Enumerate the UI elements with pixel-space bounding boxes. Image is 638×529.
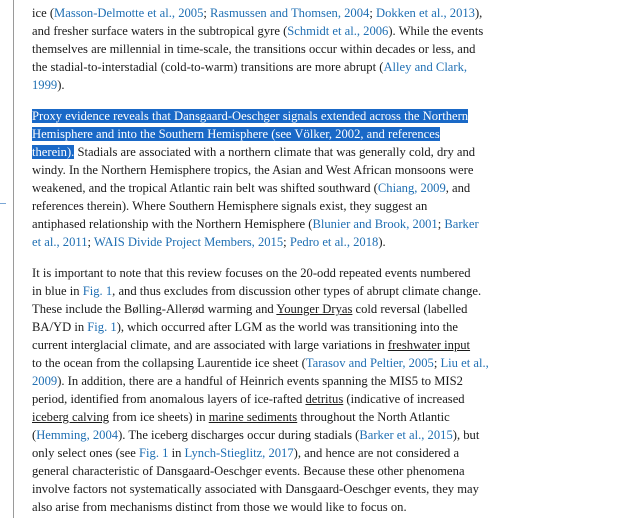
citation-link[interactable]: Völker, 2002 [294,127,361,141]
citation-link[interactable]: et al., 2011 [32,235,88,249]
text-segment: weakened, and the tropical Atlantic rain belt was shifted southward ( [32,181,378,195]
text-line [32,300,492,318]
glossary-term[interactable]: marine sediments [208,410,298,424]
text-line [32,462,492,480]
text-line [32,161,492,179]
text-segment: windy. In the Northern Hemisphere tropics, the Asian and West African monsoons were [32,163,474,177]
text-line [32,408,492,426]
text-line [32,354,492,372]
text-segment: ; [369,6,376,20]
text-segment: , and references [360,127,440,141]
text-segment: ). The iceberg discharges occur during stadials ( [118,428,360,442]
citation-link[interactable]: Chiang, 2009 [377,181,446,195]
citation-link[interactable]: Barker [444,217,479,231]
text-segment: It is important to note that this review focuses on the 20-odd repeated events numbered [32,266,471,280]
text-segment: to the ocean from the collapsing Laurentide ice sheet ( [32,356,306,370]
text-segment: in blue in [32,284,83,298]
text-segment: These include the Bølling-Allerød warming and [32,302,277,316]
text-line [32,4,492,22]
text-segment: , and thus excludes from discussion other types of abrupt climate change. [112,284,482,298]
text-line [32,143,492,161]
text-line [32,22,492,40]
text-segment: therein). [32,145,75,159]
text-segment: references therein). Where Southern Hemisphere signals exist, they suggest an [32,199,428,213]
paragraph [32,107,492,251]
text-segment: Proxy evidence reveals that Dansgaard-Oeschger signals extended across the Northern [32,109,469,123]
paragraph [32,264,492,516]
text-segment: BA/YD in [32,320,88,334]
citation-link[interactable]: Schmidt et al., 2006 [287,24,389,38]
text-line [32,498,492,516]
citation-link[interactable]: Hemming, 2004 [36,428,119,442]
text-segment: Stadials are associated with a northern climate that was generally cold, dry and [74,145,476,159]
text-segment: ), but [452,428,480,442]
glossary-term[interactable]: freshwater input [387,338,471,352]
citation-link[interactable]: Barker et al., 2015 [359,428,453,442]
text-line [32,233,492,251]
text-line [32,390,492,408]
text-segment: current interglacial climate, and are associated with large variations in [32,338,388,352]
text-line [32,282,492,300]
citation-link[interactable]: Pedro et al., 2018 [289,235,379,249]
text-segment: ). In addition, there are a handful of Heinrich events spanning the MIS5 to MIS2 [57,374,463,388]
citation-link[interactable]: Liu et al., [440,356,489,370]
text-segment: ). [378,235,386,249]
text-segment: throughout the North Atlantic [297,410,450,424]
text-segment: ; [433,356,441,370]
text-line [32,264,492,282]
text-segment: ), and hence are not considered a [293,446,460,460]
text-segment: ; [283,235,290,249]
text-line [32,197,492,215]
paragraph [32,4,492,94]
glossary-term[interactable]: Younger Dryas [276,302,353,316]
text-segment: themselves are millennial in time-scale, the transitions occur within decades or less, and [32,42,476,56]
citation-link[interactable]: Fig. 1 [82,284,113,298]
text-line [32,336,492,354]
text-line [32,318,492,336]
text-segment: only select ones (see [32,446,140,460]
text-line [32,40,492,58]
text-segment: cold reversal (labelled [352,302,468,316]
text-line [32,426,492,444]
citation-link[interactable]: Rasmussen and Thomsen, 2004 [210,6,370,20]
glossary-term[interactable]: detritus [305,392,344,406]
text-segment: from ice sheets) in [109,410,209,424]
text-segment: ). [57,78,65,92]
margin-tick-mark [0,203,6,204]
citation-link[interactable]: Blunier and Brook, 2001 [312,217,438,231]
citation-link[interactable]: 1999 [32,78,58,92]
text-segment: ice ( [32,6,55,20]
text-line [32,444,492,462]
text-segment: period, identified from anomalous layers of ice-rafted [32,392,306,406]
citation-link[interactable]: Tarasov and Peltier, 2005 [305,356,434,370]
text-line [32,107,492,125]
text-segment: ). While the events [388,24,484,38]
text-segment: general characteristic of Dansgaard-Oeschger events. Because these other phenomena [32,464,465,478]
citation-link[interactable]: 2009 [32,374,58,388]
text-line [32,58,492,76]
text-segment: ; [87,235,94,249]
margin-rule [13,0,14,518]
text-segment: involve factors not systematically associated with Dansgaard-Oeschger events, they may [32,482,479,496]
citation-link[interactable]: Fig. 1 [139,446,169,460]
text-segment: ; [437,217,445,231]
citation-link[interactable]: Fig. 1 [87,320,117,334]
text-segment: ), [474,6,483,20]
text-line [32,372,492,390]
text-segment: , and [445,181,471,195]
text-line [32,480,492,498]
text-segment: antiphased relationship with the Northern Hemisphere ( [32,217,313,231]
text-segment: in [168,446,185,460]
citation-link[interactable]: Alley and Clark, [383,60,468,74]
citation-link[interactable]: Masson-Delmotte et al., 2005 [54,6,204,20]
text-segment: and fresher surface waters in the subtropical gyre ( [32,24,288,38]
citation-link[interactable]: WAIS Divide Project Members, 2015 [93,235,284,249]
text-segment: Hemisphere and into the Southern Hemisphere (see [32,127,295,141]
text-segment: ( [32,428,37,442]
text-segment: (indicative of increased [343,392,465,406]
text-segment: ; [203,6,211,20]
text-line [32,215,492,233]
text-line [32,76,492,94]
article-body [32,4,492,529]
citation-link[interactable]: Dokken et al., 2013 [375,6,475,20]
text-segment: the stadial-to-interstadial (cold-to-warm) transitions are more abrupt ( [32,60,384,74]
glossary-term[interactable]: iceberg calving [32,410,110,424]
text-line [32,179,492,197]
text-line [32,125,492,143]
text-segment: also arise from mechanisms distinct from those we would like to focus on. [32,500,407,514]
text-segment: ), which occurred after LGM as the world was transitioning into the [116,320,459,334]
citation-link[interactable]: Lynch-Stieglitz, 2017 [184,446,294,460]
